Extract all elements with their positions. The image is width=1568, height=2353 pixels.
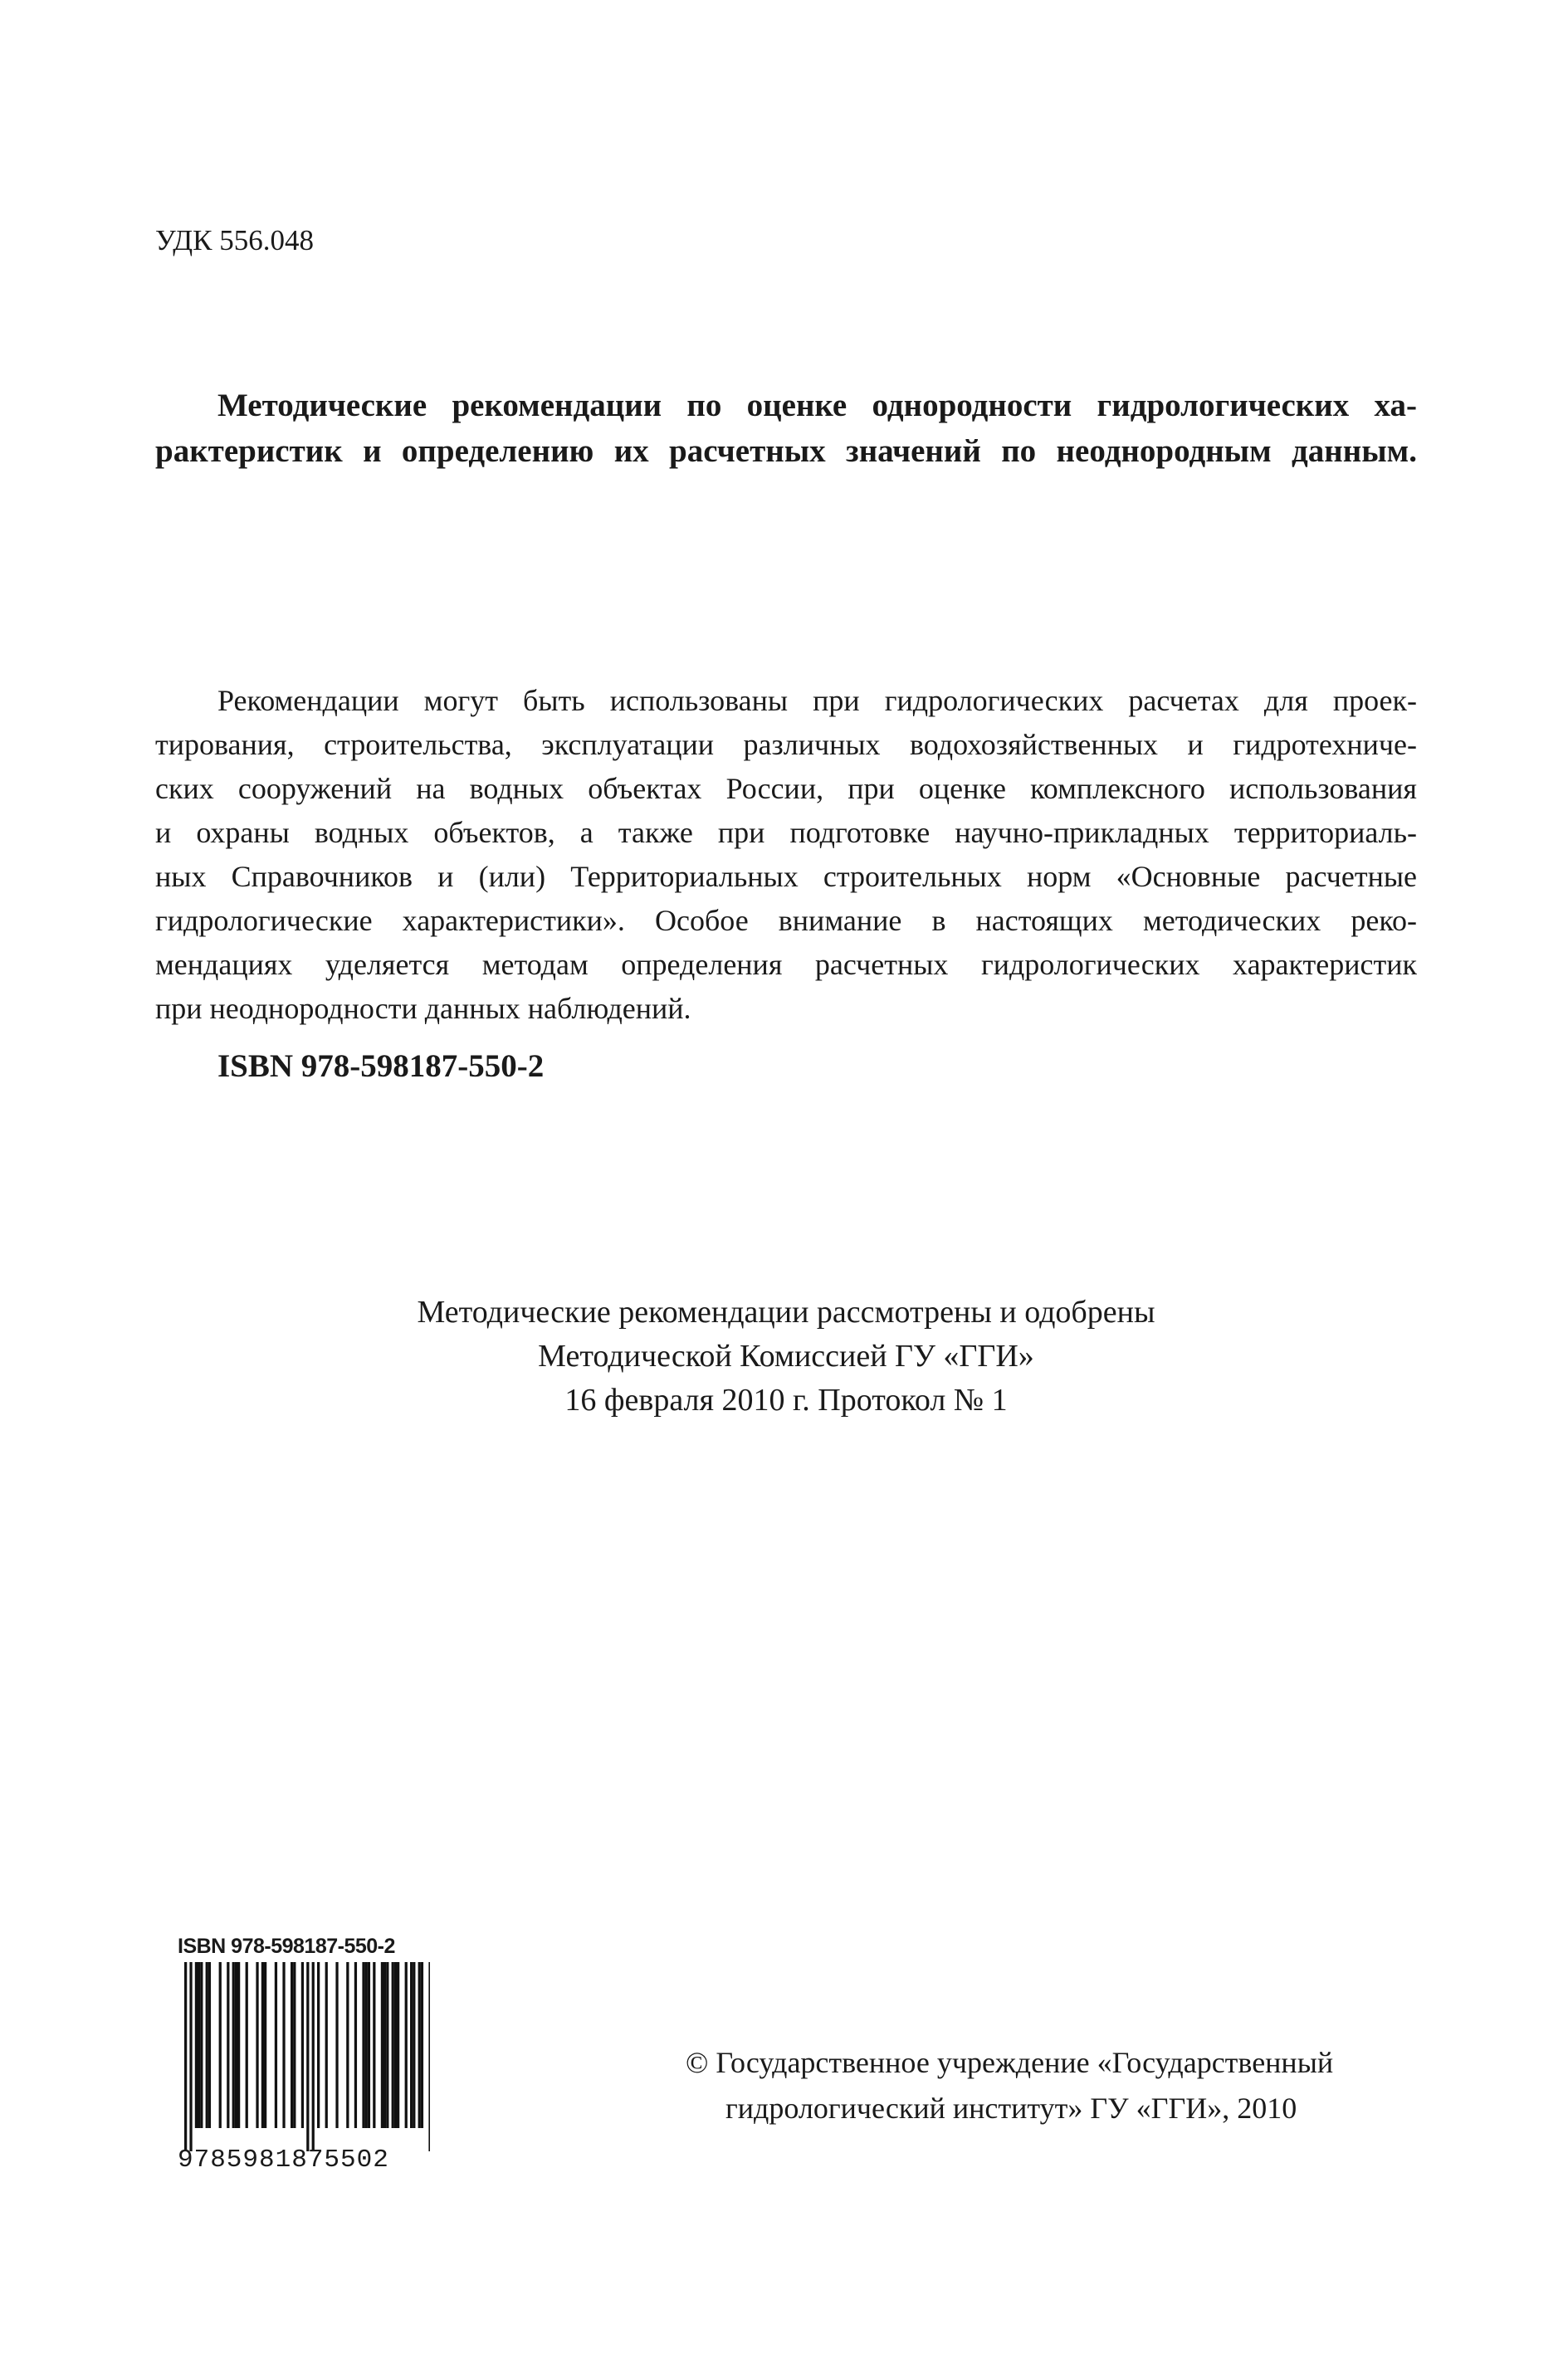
barcode-bar — [381, 1962, 383, 2128]
barcode-bar — [256, 1962, 258, 2128]
barcode-bar — [325, 1962, 328, 2128]
barcode-bar — [301, 1962, 304, 2128]
barcode-bar — [208, 1962, 211, 2128]
barcode-bar — [383, 1962, 386, 2128]
barcode-bar — [264, 1962, 266, 2128]
approval-line-2: Методической Комиссией ГУ «ГГИ» — [538, 1339, 1034, 1374]
barcode-bar — [237, 1962, 240, 2128]
barcode-bar — [232, 1962, 235, 2128]
isbn-barcode — [178, 1934, 435, 2175]
barcode-bar — [394, 1962, 397, 2128]
abstract-line: при неоднородности данных наблюдений. — [155, 992, 691, 1025]
barcode-bar — [386, 1962, 388, 2128]
barcode-bar — [317, 1962, 320, 2128]
barcode-bar — [405, 1962, 408, 2128]
barcode-bar — [184, 1962, 187, 2151]
copyright-line-1: © Государственное учреждение «Государственный — [686, 2046, 1334, 2079]
barcode-bar — [261, 1962, 264, 2128]
barcode-bar — [282, 1962, 285, 2128]
approval-line-1: Методические рекомендации рассмотрены и одобрены — [417, 1295, 1155, 1330]
barcode-bar — [365, 1962, 368, 2128]
barcode-bar — [397, 1962, 399, 2128]
barcode-bar — [200, 1962, 203, 2128]
abstract-line: гидрологические характеристики». Особое внимание в настоящих методических реко- — [155, 904, 1417, 937]
copyright-line-2: гидрологический институт» ГУ «ГГИ», 2010 — [725, 2092, 1297, 2125]
barcode-isbn-label: ISBN 978-598187-550-2 — [178, 1935, 395, 1958]
abstract-line: и охраны водных объектов, а также при подготовке научно-прикладных территориаль- — [155, 816, 1417, 849]
approval-line-3: 16 февраля 2010 г. Протокол № 1 — [564, 1383, 1008, 1418]
barcode-bar — [368, 1962, 370, 2128]
barcode-bar — [246, 1962, 248, 2128]
abstract-paragraph — [155, 679, 1417, 1031]
abstract-line: ных Справочников и (или) Территориальных строительных норм «Основные расчетные — [155, 860, 1417, 893]
barcode-bar — [373, 1962, 375, 2128]
barcode-bar — [198, 1962, 200, 2128]
barcode-bar — [354, 1962, 357, 2128]
title-line-1: Методические рекомендации по оценке однородности гидрологических ха- — [217, 388, 1417, 423]
barcode-digits: 9785981875502 — [178, 2146, 389, 2175]
abstract-line: ских сооружений на водных объектах России, при оценке комплексного использования — [155, 772, 1417, 805]
isbn-number: ISBN 978-598187-550-2 — [217, 1048, 545, 1084]
barcode-bar — [206, 1962, 208, 2128]
barcode-bar — [227, 1962, 229, 2128]
barcode-bar — [312, 1962, 315, 2151]
barcode-bar — [346, 1962, 349, 2128]
copyright-notice — [686, 2040, 1333, 2131]
barcode-bar — [413, 1962, 415, 2128]
barcode-bar — [219, 1962, 222, 2128]
barcode-bar — [235, 1962, 237, 2128]
barcode-bar — [428, 1962, 430, 2151]
barcode-bar — [293, 1962, 296, 2128]
document-title — [155, 383, 1417, 474]
approval-note — [155, 1291, 1417, 1423]
barcode-bar — [392, 1962, 394, 2128]
abstract-line: мендациях уделяется методам определения расчетных гидрологических характеристик — [155, 948, 1417, 981]
udk-code: УДК 556.048 — [155, 224, 314, 256]
abstract-line: Рекомендации могут быть использованы при гидрологических расчетах для проек- — [217, 684, 1417, 717]
barcode-bar — [418, 1962, 421, 2128]
title-line-2: рактеристик и определению их расчетных значений по неоднородным данным. — [155, 433, 1417, 469]
barcode-bars-icon — [178, 1962, 430, 2151]
barcode-bar — [189, 1962, 192, 2151]
barcode-bar — [362, 1962, 364, 2128]
barcode-bar — [195, 1962, 198, 2128]
barcode-bar — [335, 1962, 338, 2128]
barcode-bar — [410, 1962, 413, 2128]
barcode-bar — [291, 1962, 293, 2128]
barcode-bar — [421, 1962, 423, 2128]
barcode-bar — [275, 1962, 277, 2128]
abstract-line: тирования, строительства, эксплуатации различных водохозяйственных и гидротехниче- — [155, 728, 1417, 761]
barcode-bar — [306, 1962, 309, 2151]
